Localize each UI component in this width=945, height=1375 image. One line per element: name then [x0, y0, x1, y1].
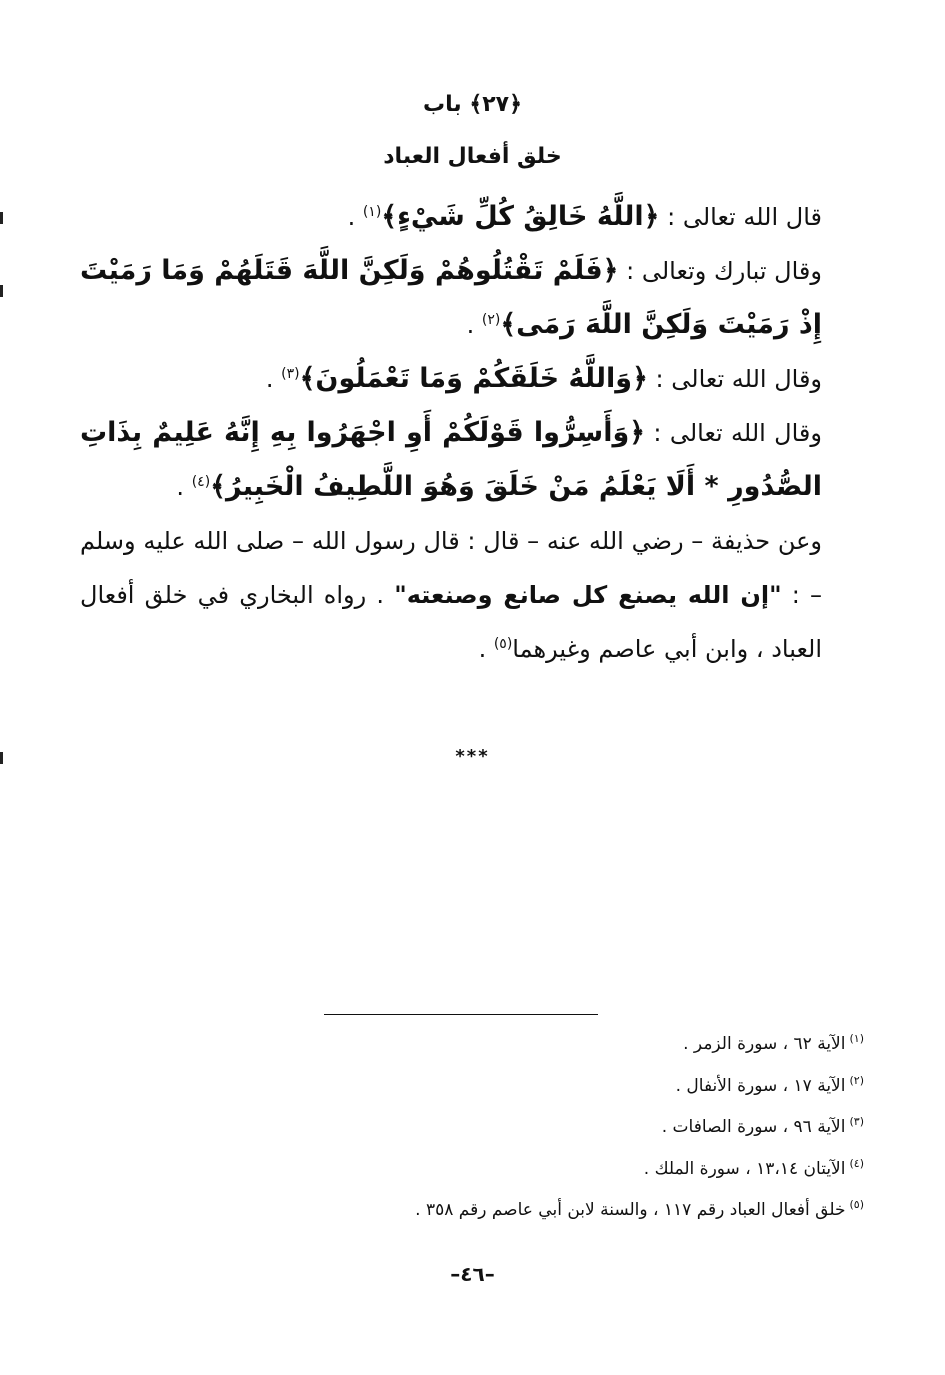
hadith-paragraph — [80, 514, 822, 676]
footnote-number: (٣) — [849, 1115, 864, 1129]
verse-paragraph — [80, 244, 822, 352]
footnote-item — [200, 1107, 864, 1149]
footnote-number: (٢) — [849, 1073, 864, 1087]
hadith-intro: وعن حذيفة – رضي الله عنه – قال : قال رسول الله – صلى الله عليه وسلم – : — [80, 527, 823, 609]
verse-paragraph — [80, 190, 822, 244]
footnote-divider — [324, 1014, 598, 1015]
footnotes — [200, 1024, 864, 1232]
page-number: –٤٦– — [450, 1262, 495, 1286]
hadith-source: . رواه البخاري في خلق أفعال العباد ، وابن أبي عاصم وغيرهما — [80, 581, 822, 663]
paragraph-intro: وقال الله تعالى : — [645, 419, 822, 447]
footnote-text: الآية ١٧ ، سورة الأنفال . — [675, 1075, 846, 1096]
paragraph-intro: وقال الله تعالى : — [647, 365, 822, 393]
paragraph-end: . — [466, 311, 482, 339]
footnote-text: الآية ٦٢ ، سورة الزمر . — [683, 1034, 846, 1054]
footnote-ref: (٥) — [493, 636, 513, 652]
scan-edge-mark — [0, 285, 3, 297]
footnote-ref: (٢) — [481, 312, 501, 328]
footnote-text: الآيتان ١٣،١٤ ، سورة الملك . — [643, 1158, 846, 1179]
footnote-item — [200, 1066, 864, 1108]
paragraph-end: . — [265, 365, 282, 393]
section-separator: *** — [455, 746, 490, 767]
footnote-text: خلق أفعال العباد رقم ١١٧ ، والسنة لابن أبي عاصم رقم ٣٥٨ . — [415, 1200, 846, 1220]
footnote-number: (٥) — [849, 1198, 864, 1212]
main-text — [80, 190, 822, 676]
verse-paragraph — [80, 406, 822, 514]
footnote-text: الآية ٩٦ ، سورة الصافات . — [661, 1117, 846, 1137]
quran-verse: ﴿اللَّهُ خَالِقُ كُلِّ شَيْءٍ﴾ — [381, 201, 660, 232]
footnote-item — [200, 1190, 864, 1232]
paragraph-end: . — [478, 635, 494, 663]
quran-verse: ﴿وَاللَّهُ خَلَقَكُمْ وَمَا تَعْمَلُونَ﴾ — [299, 363, 648, 394]
quran-verse: ﴿فَلَمْ تَقْتُلُوهُمْ وَلَكِنَّ اللَّهَ قَتَلَهُمْ وَمَا رَمَيْتَ إِذْ رَمَيْتَ وَلَكِنَّ اللَّهَ رَمَى﴾ — [80, 255, 822, 340]
footnote-number: (٤) — [849, 1156, 864, 1170]
chapter-title: خلق أفعال العباد — [383, 144, 562, 169]
hadith-text: "إن الله يصنع كل صانع وصنعته" — [394, 581, 782, 609]
verse-paragraph — [80, 352, 822, 406]
paragraph-end: . — [176, 473, 192, 501]
paragraph-intro: قال الله تعالى : — [659, 203, 822, 231]
paragraph-end: . — [347, 203, 363, 231]
chapter-number: ﴿٢٧﴾ باب — [423, 92, 522, 117]
footnote-ref: (١) — [362, 204, 382, 220]
footnote-item — [200, 1149, 864, 1191]
footnote-ref: (٤) — [191, 474, 211, 490]
footnote-number: (١) — [849, 1032, 864, 1046]
paragraph-intro: وقال تبارك وتعالى : — [618, 257, 822, 285]
quran-verse: ﴿وَأَسِرُّوا قَوْلَكُمْ أَوِ اجْهَرُوا بِهِ إِنَّهُ عَلِيمٌ بِذَاتِ الصُّدُورِ * أَلَا يَعْلَمُ مَنْ خَلَقَ وَهُوَ اللَّطِيفُ الْخَبِيرُ﴾ — [80, 417, 822, 502]
scan-edge-mark — [0, 212, 3, 224]
footnote-ref: (٣) — [281, 366, 300, 382]
footnote-item — [200, 1024, 864, 1066]
